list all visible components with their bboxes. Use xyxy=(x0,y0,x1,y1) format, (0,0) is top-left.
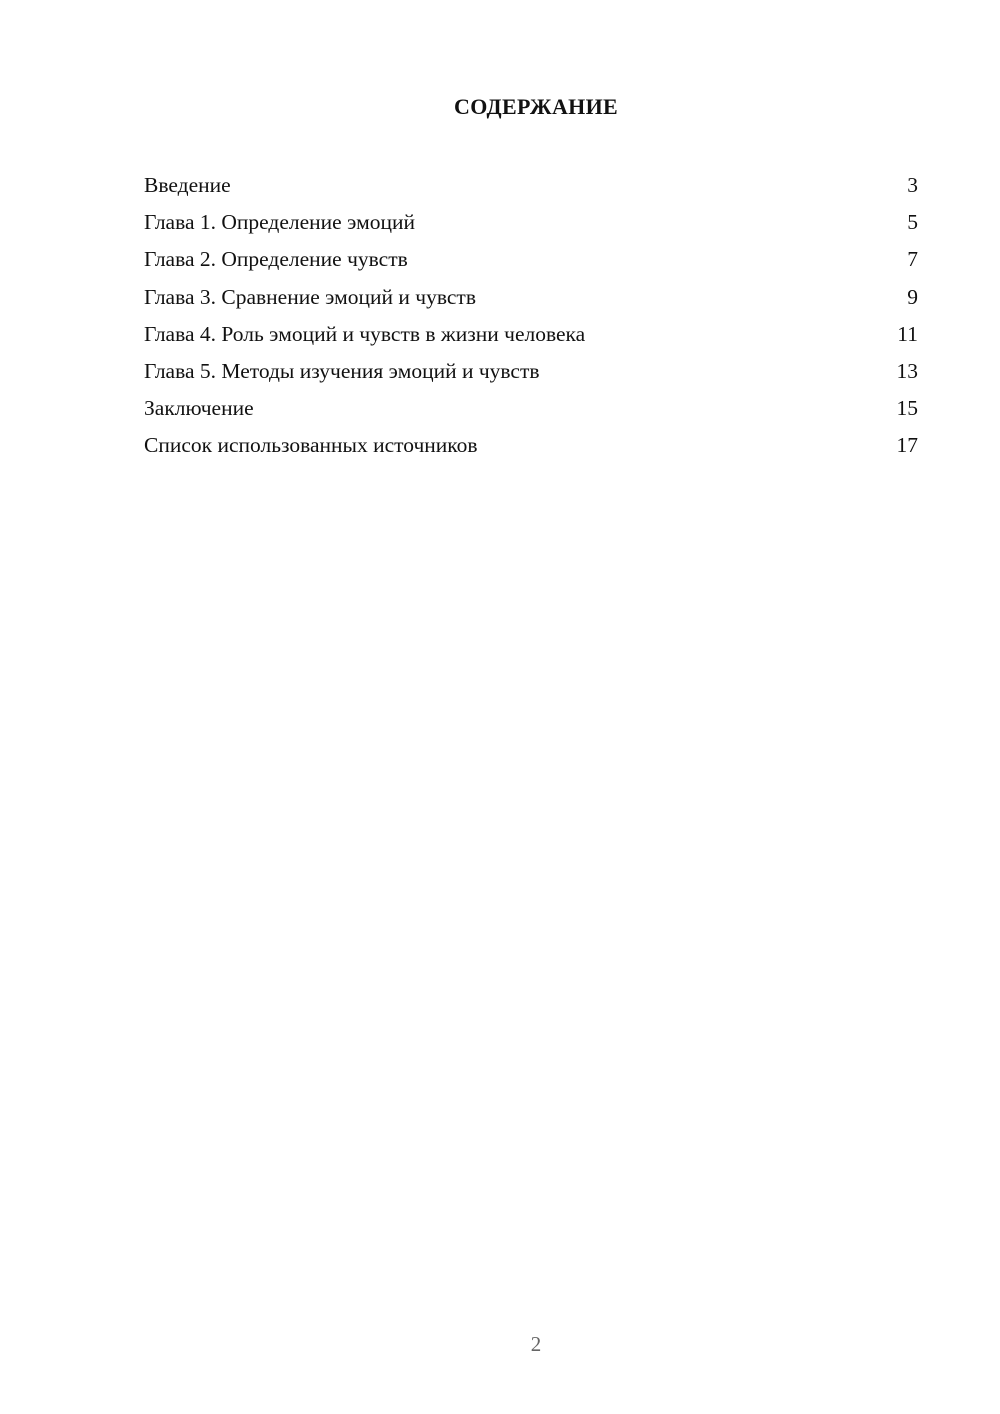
toc-entry-chapter-5 xyxy=(144,354,918,391)
toc-entry-page: 7 xyxy=(907,247,918,272)
toc-entry-page: 13 xyxy=(896,358,918,383)
toc-entry-page: 9 xyxy=(907,284,918,309)
toc-entry-label: Глава 5. Методы изучения эмоций и чувств xyxy=(144,358,540,383)
toc-entry-chapter-4 xyxy=(144,317,918,354)
toc-entry-page: 15 xyxy=(896,396,918,421)
toc-entry-label: Заключение xyxy=(144,396,254,421)
toc-entry-chapter-2 xyxy=(144,242,918,279)
toc-entry-page: 5 xyxy=(907,210,918,235)
toc-entry-introduction xyxy=(144,168,918,205)
toc-entry-page: 17 xyxy=(896,433,918,458)
page-title: СОДЕРЖАНИЕ xyxy=(454,94,618,119)
page-number: 2 xyxy=(530,1332,542,1356)
toc-entry-label: Глава 3. Сравнение эмоций и чувств xyxy=(144,284,476,309)
toc-entry-page: 11 xyxy=(897,321,918,346)
toc-entry-chapter-1 xyxy=(144,205,918,242)
toc-entry-label: Глава 4. Роль эмоций и чувств в жизни человека xyxy=(144,321,586,346)
toc-entry-conclusion xyxy=(144,391,918,428)
toc-entry-page: 3 xyxy=(907,173,918,197)
toc-entry-label: Введение xyxy=(144,173,231,197)
toc-entry-label: Список использованных источников xyxy=(144,433,478,458)
toc-entry-label: Глава 2. Определение чувств xyxy=(144,247,408,272)
toc-entry-chapter-3 xyxy=(144,280,918,317)
table-of-contents xyxy=(144,168,918,466)
toc-entry-label: Глава 1. Определение эмоций xyxy=(144,210,416,235)
toc-entry-references xyxy=(144,428,918,465)
